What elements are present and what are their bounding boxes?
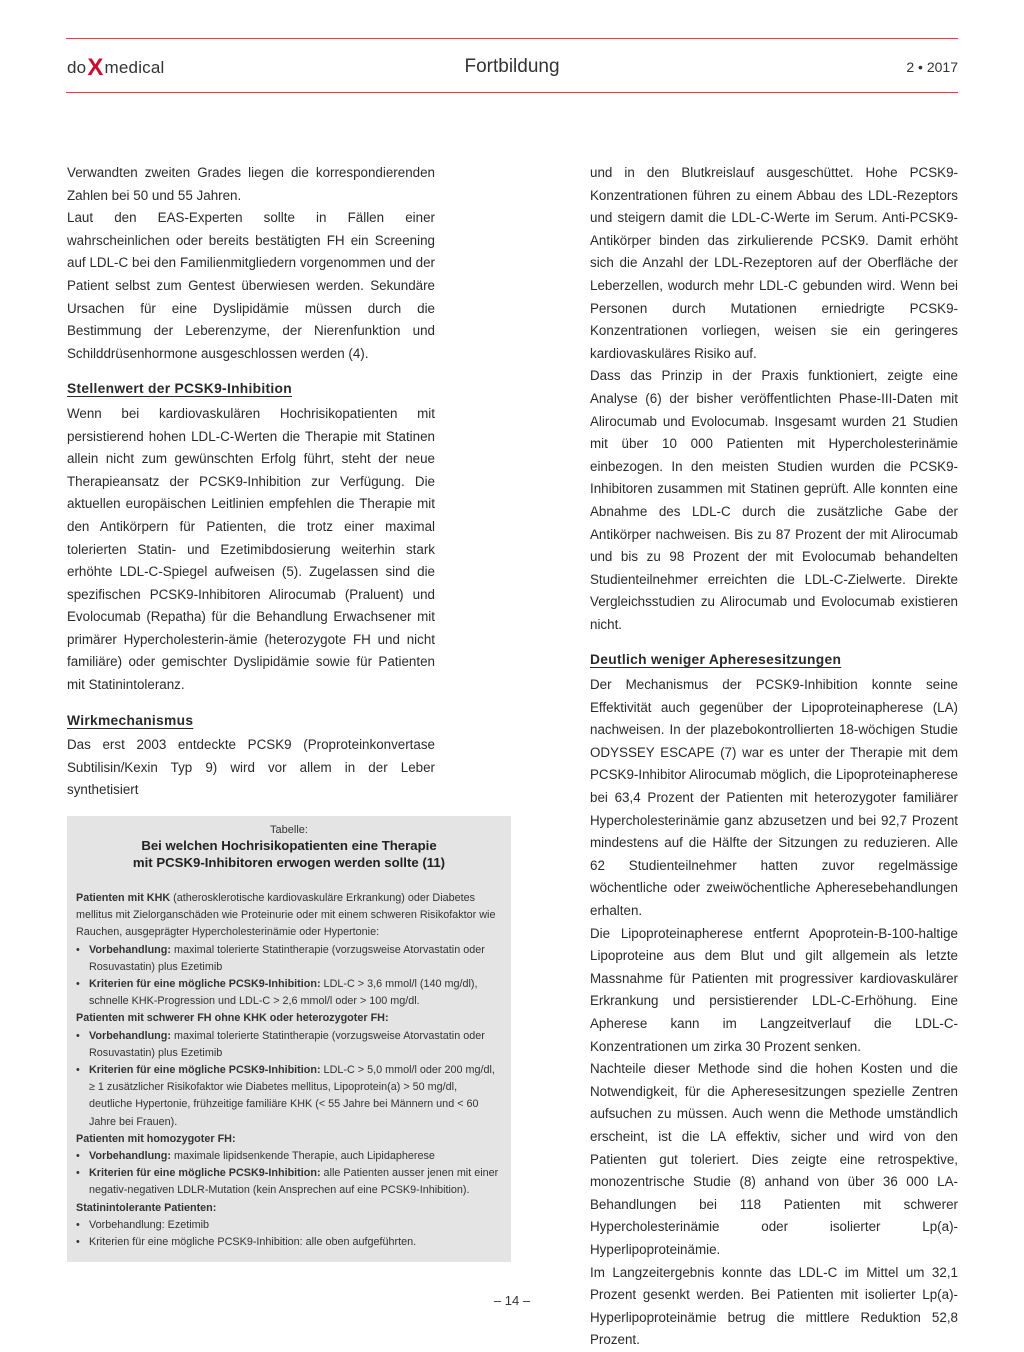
item-label: Kriterien für eine mögliche PCSK9-Inhibition:	[89, 1064, 321, 1077]
logo-text-post: medical	[104, 58, 165, 77]
right-column	[590, 162, 958, 1352]
item-text: alle Patienten ausser jenen mit einer negativ-negativen LDLR-Mutation (kein Ansprechen auf eine PCSK9-Inhibition).	[89, 1167, 499, 1197]
item-text: maximal tolerierte Statintherapie (vorzugsweise Atorvastatin oder Rosuvastatin) plus Ezetimib	[89, 1029, 485, 1059]
paragraph: und in den Blutkreislauf ausgeschüttet. Hohe PCSK9-Konzentrationen führen zu einem Abbau des LDL-Rezeptors und steigern damit die LDL-C-Werte im Serum. Anti-PCSK9-Antikörper binden das zirkulierende PCSK9. Damit erhöht sich die Anzahl der LDL-Rezeptoren auf der Oberfläche der Leberzellen, wodurch mehr LDL-C gebunden wird. Wenn bei Personen durch Mutationen erniedrigte PCSK9-Konzentrationen vorliegen, weisen sie ein geringeres kardiovaskuläres Risiko auf.	[590, 165, 958, 361]
section-title: Fortbildung	[464, 56, 560, 77]
table-list-item: • Vorbehandlung: Ezetimib	[76, 1217, 502, 1234]
item-text: maximale lipidsenkende Therapie, auch Lipidapherese	[170, 1150, 435, 1163]
paragraph: Nachteile dieser Methode sind die hohen Kosten und die Notwendigkeit, für die Apheresesitzungen spezielle Zentren aufsuchen zu müssen. Auch wenn die Methode umständlich erscheint, ist die LA effektiv, sicher und wird von den Patienten gut toleriert. Dies zeigte eine retrospektive, monozentrische Studie (8) anhand von über 36 000 LA-Behandlungen bei 118 Patienten mit schwerer Hypercholesterinämie oder isolierter Lp(a)-Hyperlipoproteinämie.	[590, 1061, 958, 1257]
subheading-pcsk9-inhibition: Stellenwert der PCSK9-Inhibition	[67, 381, 293, 397]
table-list-item	[76, 1148, 502, 1165]
item-text: LDL-C > 3,6 mmol/l (140 mg/dl), schnelle KHK-Progression und LDL-C > 2,6 mmol/l oder > 100 mg/dl.	[89, 978, 478, 1008]
item-label: Vorbehandlung:	[89, 1029, 171, 1042]
issue-number: 2 • 2017	[906, 59, 958, 75]
item-label: Kriterien für eine mögliche PCSK9-Inhibition:	[89, 1167, 321, 1180]
table-list	[76, 1217, 502, 1251]
table-title-line: mit PCSK9-Inhibitoren erwogen werden sollte (11)	[132, 855, 446, 870]
paragraph: Das erst 2003 entdeckte PCSK9 (Proproteinkonvertase Subtilisin/Kexin Typ 9) wird vor allem in der Leber synthetisiert	[67, 737, 435, 798]
table-list-item	[76, 942, 502, 976]
item-label: Vorbehandlung:	[89, 1150, 171, 1163]
table-list	[76, 942, 502, 1011]
item-text: LDL-C > 5,0 mmol/l oder 200 mg/dl, ≥ 1 zusätzlicher Risikofaktor wie Diabetes mellitus, Lipoprotein(a) > 50 mg/dl, deutliche Hypertonie, frühzeitige familiäre KHK (< 55 Jahre bei Männern und < 60 Jahre bei Frauen).	[89, 1064, 495, 1128]
header-rule-top	[66, 38, 958, 39]
logo-x-mark: X	[87, 54, 104, 81]
table-list-item	[76, 1028, 502, 1062]
table-title	[76, 837, 502, 871]
table-list	[76, 1028, 502, 1131]
paragraph: Laut den EAS-Experten sollte in Fällen einer wahrscheinlichen oder bereits bestätigten FH ein Screening auf LDL-C bei den Familienmitgliedern vorgenommen und der Patient selbst zum Gentest überwiesen werden. Sekundäre Ursachen für eine Dyslipidämie müssen durch die Bestimmung der Leberenzyme, der Nierenfunktion und Schilddrüsenhormone ausgeschlossen werden (4).	[67, 210, 435, 361]
info-table-box	[67, 816, 511, 1262]
paragraph: Verwandten zweiten Grades liegen die korrespondierenden Zahlen bei 50 und 55 Jahren.	[67, 165, 435, 203]
header-rule-bottom	[66, 92, 958, 93]
table-list-item	[76, 1165, 502, 1199]
table-caption: Tabelle:	[270, 824, 308, 836]
table-group-heading: Patienten mit KHK	[76, 892, 171, 904]
table-list	[76, 1148, 502, 1200]
item-text: maximal tolerierte Statintherapie (vorzugsweise Atorvastatin oder Rosuvastatin) plus Ezetimib	[89, 943, 485, 973]
table-group-heading: Statinintolerante Patienten:	[76, 1201, 217, 1214]
item-label: Vorbehandlung:	[89, 943, 171, 956]
table-group-khk	[76, 890, 502, 942]
table-list-item: • Kriterien für eine mögliche PCSK9-Inhibition: alle oben aufgeführten.	[76, 1234, 502, 1251]
item-label: Kriterien für eine mögliche PCSK9-Inhibition:	[89, 978, 321, 991]
paragraph: Die Lipoproteinapherese entfernt Apoprotein-B-100-haltige Lipoproteine aus dem Blut und gilt allgemein als letzte Massnahme für Patienten mit progressiver kardiovaskulärer Erkrankung und persistierender LDL-C-Erhöhung. Eine Apherese kann im Langzeitverlauf die LDL-C-Konzentrationen um zirka 30 Prozent senken.	[590, 925, 958, 1054]
paragraph: Wenn bei kardiovaskulären Hochrisikopatienten mit persistierend hohen LDL-C-Werten die Therapie mit Statinen allein nicht zum gewünschten Erfolg führt, steht der neue Therapieansatz der PCSK9-Inhibition zur Verfügung. Die aktuellen europäischen Leitlinien empfehlen die Therapie mit den Antikörpern für Patienten, die trotz einer maximal tolerierten Statin- und Ezetimibdosierung weiterhin stark erhöhte LDL-C-Spiegel aufweisen (5). Zugelassen sind die spezifischen PCSK9-Inhibitoren Alirocumab (Praluent) und Evolocumab (Repatha) für die Behandlung Erwachsener mit primärer Hypercholesterin-ämie (heterozygote FH und nicht familiäre) oder gemischter Dyslipidämie sowie für Patienten mit Statinintoleranz.	[67, 405, 435, 693]
logo-text-pre: do	[67, 58, 87, 77]
table-list-item	[76, 1062, 502, 1131]
subheading-apheresesitzungen: Deutlich weniger Apheresesitzungen	[590, 652, 842, 668]
page-number: – 14 –	[493, 1293, 531, 1308]
paragraph: Dass das Prinzip in der Praxis funktioniert, zeigte eine Analyse (6) der bisher veröffentlichten Phase-III-Daten mit Alirocumab und Evolocumab. Insgesamt wurden 21 Studien mit über 10 000 Patienten mit Hypercholesterinämie einbezogen. In den meisten Studien wurden die PCSK9-Inhibitoren zusammen mit Statinen geprüft. Alle konnten eine Abnahme des LDL-C durch die zusätzliche Gabe der Antikörper nachweisen. Bis zu 87 Prozent der mit Alirocumab und bis zu 98 Prozent der mit Evolocumab behandelten Studienteilnehmer erreichten die LDL-C-Zielwerte. Direkte Vergleichsstudien zu Alirocumab und Evolocumab existieren nicht.	[590, 368, 958, 632]
table-group-heading: Patienten mit schwerer FH ohne KHK oder heterozygoter FH:	[76, 1012, 389, 1025]
table-body	[76, 890, 502, 1251]
table-list-item	[76, 976, 502, 1010]
table-group-intro: (atherosklerotische kardiovaskuläre Erkrankung) oder Diabetes mellitus mit Zielorganschäden wie Proteinurie oder mit einem schweren Risikofaktor wie Rauchen, ausgeprägter Hypercholesterinämie oder Hypertonie:	[76, 892, 496, 939]
left-column	[67, 162, 435, 802]
table-title-line: Bei welchen Hochrisikopatienten eine Therapie	[141, 838, 437, 853]
paragraph: Der Mechanismus der PCSK9-Inhibition konnte seine Effektivität auch gegenüber der Lipoproteinapherese (LA) nachweisen. In der plazebokontrollierten 18-wöchigen Studie ODYSSEY ESCAPE (7) war es unter der Therapie mit dem PCSK9-Inhibitor Alirocumab möglich, die Lipoproteinapherese bei 63,4 Prozent der Patienten mit heterozygoter familiärer Hypercholesterinämie ganz abzusetzen und bei 92,7 Prozent mindestens auf die Hälfte der Sitzungen zu reduzieren. Alle 62 Studienteilnehmer hatten zuvor regelmässige wöchentliche oder zweiwöchentliche Apheresebehandlungen erhalten.	[590, 677, 958, 918]
subheading-wirkmechanismus: Wirkmechanismus	[67, 712, 194, 728]
paragraph: Im Langzeitergebnis konnte das LDL-C im Mittel um 32,1 Prozent gesenkt werden. Bei Patienten mit isolierter Lp(a)-Hyperlipoproteinämie betrug die mittlere Reduktion 52,8 Prozent.	[590, 1264, 958, 1348]
table-group-heading: Patienten mit homozygoter FH:	[76, 1132, 236, 1145]
